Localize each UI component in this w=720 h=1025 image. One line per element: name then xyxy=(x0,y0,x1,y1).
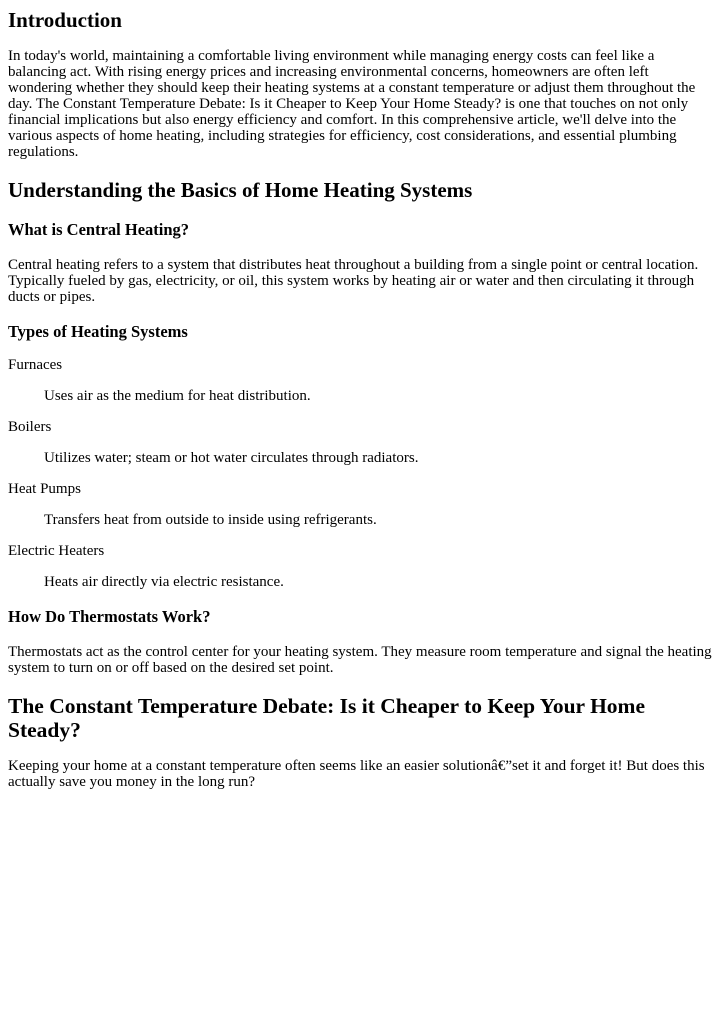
debate-heading: The Constant Temperature Debate: Is it Cheaper to Keep Your Home Steady? xyxy=(8,694,646,742)
heating-type-description: Heats air directly via electric resistance. xyxy=(44,574,284,590)
thermostats-heading: How Do Thermostats Work? xyxy=(8,607,211,626)
heating-type-description: Transfers heat from outside to inside using refrigerants. xyxy=(44,512,377,528)
debate-paragraph: Keeping your home at a constant temperature often seems like an easier solutionâ€”set it and forget it! But does this actually save you money in the long run? xyxy=(8,758,705,790)
central-heating-paragraph: Central heating refers to a system that distributes heat throughout a building from a single point or central location. Typically fueled by gas, electricity, or oil, this system works by heating air or water and then circulating it through ducts or pipes. xyxy=(8,257,699,305)
intro-heading: Introduction xyxy=(8,8,122,32)
basics-heading: Understanding the Basics of Home Heating Systems xyxy=(8,178,473,202)
intro-paragraph: In today's world, maintaining a comfortable living environment while managing energy costs can feel like a balancing act. With rising energy prices and increasing environmental concerns, homeowners are often left wondering whether they should keep their heating systems at a constant temperature or adjust them throughout the day. The Constant Temperature Debate: Is it Cheaper to Keep Your Home Steady? is one that touches on not only financial implications but also energy efficiency and comfort. In this comprehensive article, we'll delve into the various aspects of home heating, including strategies for efficiency, cost considerations, and essential plumbing regulations. xyxy=(8,48,696,160)
article xyxy=(0,8,720,790)
heating-type-name: Furnaces xyxy=(8,357,63,373)
heating-type-name: Electric Heaters xyxy=(8,543,105,559)
heating-type-name: Heat Pumps xyxy=(8,481,81,497)
central-heating-heading: What is Central Heating? xyxy=(8,220,190,239)
heating-types-heading: Types of Heating Systems xyxy=(8,322,188,341)
heating-type-description: Utilizes water; steam or hot water circulates through radiators. xyxy=(44,450,419,466)
thermostats-paragraph: Thermostats act as the control center for your heating system. They measure room temperature and signal the heating system to turn on or off based on the desired set point. xyxy=(8,644,712,676)
heating-type-name: Boilers xyxy=(8,419,52,435)
heating-type-description: Uses air as the medium for heat distribution. xyxy=(44,388,311,404)
heating-types-list xyxy=(8,357,712,590)
